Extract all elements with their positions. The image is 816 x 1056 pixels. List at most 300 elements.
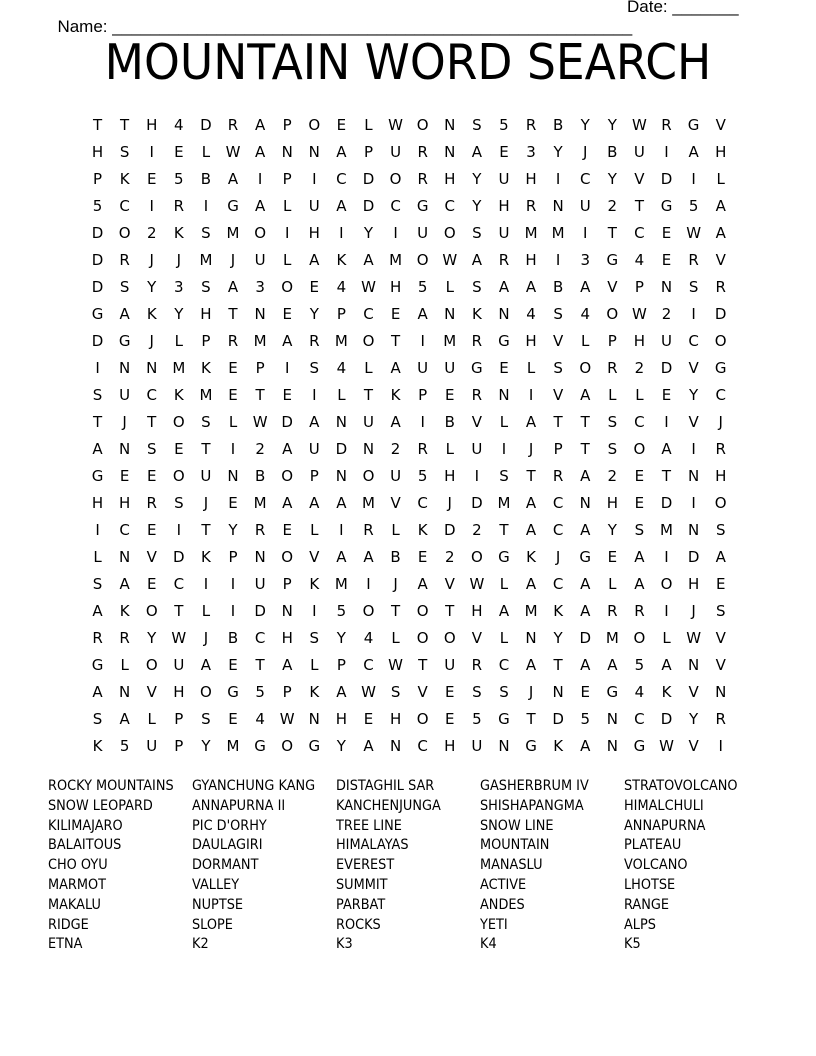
word-list-item: ACTIVE	[480, 876, 527, 893]
grid-letter: A	[363, 737, 374, 755]
grid-letter: T	[363, 386, 374, 404]
grid-letter: 2	[607, 197, 618, 215]
grid-letter: I	[718, 737, 723, 755]
grid-letter: D	[200, 116, 212, 134]
grid-letter: N	[498, 737, 510, 755]
grid-letter: P	[336, 656, 346, 674]
grid-letter: O	[660, 575, 673, 593]
grid-letter: I	[312, 386, 317, 404]
grid-letter: S	[201, 224, 211, 242]
grid-letter: Y	[336, 629, 346, 647]
grid-letter: I	[420, 413, 425, 431]
grid-letter: G	[471, 359, 483, 377]
grid-letter: A	[336, 197, 347, 215]
grid-letter: H	[173, 683, 185, 701]
grid-letter: N	[444, 143, 456, 161]
grid-letter: H	[281, 629, 293, 647]
grid-letter: D	[91, 278, 104, 296]
grid-letter: I	[691, 494, 696, 512]
grid-letter: N	[254, 305, 266, 323]
grid-letter: T	[390, 602, 401, 620]
grid-letter: U	[661, 332, 672, 350]
grid-letter: O	[118, 224, 131, 242]
grid-letter: C	[119, 197, 130, 215]
word-list-item: K2	[192, 936, 209, 953]
grid-letter: D	[714, 305, 727, 323]
grid-letter: 5	[336, 602, 347, 620]
grid-letter: A	[607, 656, 618, 674]
grid-letter: 4	[634, 251, 645, 269]
grid-letter: H	[687, 575, 700, 593]
grid-letter: S	[607, 413, 618, 431]
grid-letter: H	[525, 332, 537, 350]
grid-letter: I	[257, 170, 263, 188]
grid-letter: E	[119, 467, 130, 485]
grid-letter: R	[254, 521, 266, 539]
page-title: MOUNTAIN WORD SEARCH	[104, 34, 712, 91]
grid-letter: D	[579, 629, 592, 647]
grid-letter: 2	[255, 440, 265, 458]
word-list	[48, 777, 788, 957]
grid-letter: G	[687, 116, 700, 134]
word-list-item: ROCKY MOUNTAINS	[48, 778, 174, 794]
grid-letter: A	[336, 143, 347, 161]
grid-letter: L	[499, 575, 509, 593]
grid-letter: H	[146, 116, 158, 134]
grid-letter: O	[200, 683, 212, 701]
grid-letter: G	[91, 656, 104, 674]
grid-letter: 5	[688, 197, 699, 215]
grid-letter: O	[443, 629, 456, 647]
grid-letter: A	[282, 656, 293, 674]
grid-letter: C	[363, 305, 374, 323]
grid-letter: B	[607, 143, 618, 161]
grid-letter: I	[312, 602, 317, 620]
grid-letter: V	[715, 656, 726, 674]
grid-letter: P	[282, 116, 292, 134]
grid-letter: R	[471, 332, 483, 350]
grid-letter: W	[279, 710, 295, 728]
grid-letter: S	[201, 278, 211, 296]
grid-letter: N	[362, 440, 375, 458]
grid-letter: J	[528, 440, 534, 458]
grid-letter: 4	[634, 683, 645, 701]
grid-letter: 5	[634, 656, 645, 674]
grid-letter: Y	[174, 305, 184, 323]
grid-letter: L	[526, 359, 536, 377]
grid-letter: K	[146, 305, 157, 323]
word-list-item: ANNAPURNA II	[192, 797, 286, 814]
grid-letter: J	[149, 332, 154, 350]
word-list-item: ANDES	[480, 896, 525, 913]
grid-letter: H	[389, 278, 402, 296]
grid-letter: A	[363, 251, 374, 269]
grid-letter: A	[200, 656, 212, 674]
grid-letter: J	[691, 602, 696, 620]
grid-letter: G	[91, 467, 104, 485]
word-list-item: TREE LINE	[336, 817, 402, 834]
grid-letter: H	[119, 494, 131, 512]
grid-letter: S	[309, 629, 320, 647]
grid-letter: R	[119, 251, 130, 269]
grid-letter: N	[444, 116, 456, 134]
grid-letter: R	[173, 197, 185, 215]
grid-letter: D	[687, 548, 700, 566]
grid-letter: G	[308, 737, 321, 755]
grid-letter: N	[335, 413, 347, 431]
grid-letter: N	[660, 278, 673, 296]
grid-letter: U	[498, 170, 510, 188]
grid-letter: N	[308, 143, 320, 161]
grid-letter: B	[444, 413, 455, 431]
word-list-item: K5	[624, 936, 641, 953]
grid-letter: W	[361, 278, 376, 296]
grid-letter: 3	[580, 251, 590, 269]
grid-letter: R	[607, 602, 618, 620]
grid-letter: W	[388, 656, 403, 674]
grid-letter: 2	[607, 467, 618, 485]
grid-letter: M	[172, 359, 186, 377]
grid-letter: C	[336, 170, 347, 188]
grid-letter: E	[282, 521, 292, 539]
grid-letter: O	[443, 224, 456, 242]
grid-letter: Y	[336, 737, 346, 755]
grid-letter: P	[553, 440, 563, 458]
grid-letter: A	[634, 548, 645, 566]
grid-letter: 5	[499, 116, 509, 134]
grid-letter: V	[688, 413, 699, 431]
grid-letter: S	[688, 278, 699, 296]
grid-letter: T	[390, 332, 401, 350]
word-list-item: KILIMAJARO	[48, 817, 123, 834]
grid-letter: C	[634, 413, 645, 431]
grid-letter: G	[579, 548, 592, 566]
grid-letter: S	[553, 305, 563, 323]
word-list-item: K4	[480, 936, 497, 953]
word-list-item: NUPTSE	[192, 896, 244, 913]
grid-letter: U	[200, 467, 212, 485]
grid-letter: V	[715, 116, 726, 134]
grid-letter: O	[362, 602, 375, 620]
word-list-item: RANGE	[624, 896, 669, 913]
grid-letter: Y	[201, 737, 211, 755]
grid-letter: M	[605, 629, 619, 647]
grid-letter: M	[226, 737, 240, 755]
grid-letter: U	[308, 197, 320, 215]
grid-letter: I	[339, 521, 344, 539]
grid-letter: W	[171, 629, 187, 647]
grid-letter: C	[254, 629, 266, 647]
grid-letter: G	[227, 683, 239, 701]
grid-letter: E	[228, 386, 238, 404]
grid-letter: E	[282, 305, 292, 323]
grid-letter: C	[552, 494, 564, 512]
grid-letter: M	[226, 224, 240, 242]
grid-letter: I	[501, 440, 507, 458]
word-list-item: PIC D'ORHY	[192, 817, 267, 834]
grid-letter: G	[525, 737, 537, 755]
grid-letter: O	[416, 629, 429, 647]
grid-letter: G	[660, 197, 673, 215]
grid-letter: I	[528, 386, 534, 404]
grid-letter: U	[254, 575, 266, 593]
grid-letter: M	[551, 224, 565, 242]
grid-letter: A	[525, 656, 537, 674]
grid-letter: T	[201, 521, 211, 539]
grid-letter: J	[555, 548, 561, 566]
grid-letter: C	[634, 224, 645, 242]
grid-letter: I	[664, 413, 669, 431]
grid-letter: O	[281, 278, 294, 296]
grid-letter: D	[362, 197, 375, 215]
grid-letter: E	[499, 359, 509, 377]
grid-letter: A	[580, 575, 591, 593]
grid-letter: G	[416, 197, 429, 215]
grid-letter: P	[255, 359, 265, 377]
grid-letter: 4	[363, 629, 374, 647]
grid-letter: E	[661, 224, 672, 242]
grid-letter: I	[555, 170, 561, 188]
grid-letter: U	[146, 737, 158, 755]
grid-letter: L	[283, 197, 292, 215]
grid-letter: L	[581, 332, 590, 350]
grid-letter: R	[634, 602, 645, 620]
grid-letter: P	[336, 305, 346, 323]
grid-letter: T	[174, 602, 184, 620]
grid-letter: C	[417, 494, 428, 512]
word-list-item: MOUNTAIN	[480, 837, 550, 854]
grid-letter: G	[227, 197, 239, 215]
word-list-item: CHO OYU	[48, 857, 108, 874]
grid-letter: S	[472, 683, 482, 701]
grid-letter: V	[688, 683, 699, 701]
grid-letter: G	[118, 332, 131, 350]
grid-letter: Y	[553, 143, 563, 161]
grid-letter: E	[146, 467, 157, 485]
grid-letter: C	[498, 656, 510, 674]
grid-letter: I	[691, 170, 696, 188]
grid-letter: E	[634, 467, 645, 485]
grid-letter: W	[388, 116, 403, 134]
grid-letter: A	[525, 575, 537, 593]
grid-letter: M	[334, 332, 348, 350]
grid-letter: P	[634, 278, 644, 296]
grid-letter: T	[255, 386, 265, 404]
grid-letter: 4	[174, 116, 184, 134]
grid-letter: J	[203, 629, 209, 647]
word-list-item: SUMMIT	[336, 876, 388, 893]
grid-letter: O	[416, 602, 429, 620]
grid-letter: I	[284, 359, 290, 377]
grid-letter: 5	[119, 737, 130, 755]
grid-letter: N	[119, 359, 131, 377]
grid-letter: 2	[472, 521, 482, 539]
grid-letter: O	[470, 548, 483, 566]
word-list-item: VOLCANO	[624, 857, 688, 874]
grid-letter: U	[444, 359, 456, 377]
grid-letter: T	[120, 116, 130, 134]
grid-letter: H	[91, 143, 104, 161]
grid-letter: D	[443, 521, 456, 539]
grid-letter: I	[474, 467, 480, 485]
grid-letter: H	[471, 602, 483, 620]
grid-letter: P	[201, 332, 211, 350]
word-list-item: ANNAPURNA	[624, 817, 706, 834]
grid-letter: L	[445, 278, 454, 296]
grid-letter: D	[254, 602, 266, 620]
grid-letter: V	[607, 278, 618, 296]
grid-letter: U	[308, 440, 320, 458]
grid-letter: A	[282, 332, 293, 350]
grid-letter: P	[282, 683, 292, 701]
grid-letter: E	[445, 710, 455, 728]
grid-letter: R	[92, 629, 103, 647]
grid-letter: D	[471, 494, 483, 512]
grid-letter: T	[228, 305, 238, 323]
grid-letter: V	[146, 683, 157, 701]
grid-letter: W	[225, 143, 241, 161]
grid-letter: G	[606, 683, 619, 701]
word-list-item: SHISHAPANGMA	[480, 797, 584, 814]
grid-letter: I	[95, 521, 100, 539]
grid-letter: R	[227, 332, 239, 350]
grid-letter: Y	[472, 170, 482, 188]
grid-letter: E	[417, 548, 428, 566]
grid-letter: C	[146, 386, 157, 404]
grid-letter: C	[715, 386, 726, 404]
grid-letter: W	[659, 737, 674, 755]
grid-letter: I	[583, 224, 588, 242]
grid-letter: R	[661, 116, 672, 134]
grid-letter: H	[91, 494, 104, 512]
word-list-item: HIMALCHULI	[624, 797, 704, 814]
grid-letter: E	[228, 359, 238, 377]
grid-letter: A	[580, 656, 591, 674]
grid-letter: A	[715, 224, 726, 242]
grid-letter: L	[364, 116, 373, 134]
grid-letter: T	[607, 224, 617, 242]
grid-letter: T	[580, 413, 590, 431]
grid-letter: A	[309, 494, 320, 512]
grid-letter: A	[254, 197, 266, 215]
grid-letter: A	[390, 413, 401, 431]
grid-letter: A	[92, 683, 103, 701]
grid-letter: K	[92, 737, 103, 755]
grid-letter: R	[227, 116, 239, 134]
grid-letter: 4	[580, 305, 590, 323]
grid-letter: U	[417, 359, 429, 377]
grid-letter: W	[252, 413, 268, 431]
grid-letter: U	[471, 737, 483, 755]
grid-letter: T	[553, 413, 563, 431]
grid-letter: A	[580, 521, 591, 539]
word-list-item: MANASLU	[480, 857, 543, 874]
grid-letter: V	[715, 251, 726, 269]
grid-letter: W	[632, 116, 647, 134]
grid-letter: I	[691, 305, 696, 323]
grid-letter: R	[715, 710, 726, 728]
grid-letter: I	[664, 548, 669, 566]
grid-letter: M	[524, 602, 538, 620]
grid-letter: R	[688, 251, 699, 269]
grid-letter: L	[93, 548, 102, 566]
grid-letter: I	[664, 602, 669, 620]
grid-letter: L	[201, 602, 211, 620]
grid-letter: 3	[255, 278, 265, 296]
grid-letter: A	[227, 170, 239, 188]
grid-letter: A	[525, 494, 537, 512]
grid-letter: I	[230, 440, 236, 458]
grid-letter: Y	[147, 629, 157, 647]
grid-letter: I	[691, 440, 696, 458]
grid-letter: D	[91, 224, 104, 242]
word-list-item: SLOPE	[192, 916, 233, 933]
grid-letter: V	[417, 683, 428, 701]
date-field-label: Date: _______	[627, 0, 739, 16]
grid-letter: N	[687, 656, 700, 674]
grid-letter: O	[606, 305, 619, 323]
grid-letter: R	[525, 197, 537, 215]
grid-letter: 3	[526, 143, 536, 161]
grid-letter: D	[281, 413, 293, 431]
grid-letter: C	[390, 197, 401, 215]
grid-letter: N	[498, 305, 510, 323]
grid-letter: N	[579, 494, 591, 512]
grid-letter: A	[336, 548, 347, 566]
grid-letter: T	[418, 656, 428, 674]
grid-letter: N	[335, 467, 347, 485]
grid-letter: L	[228, 413, 238, 431]
grid-letter: M	[443, 332, 457, 350]
grid-letter: L	[391, 521, 400, 539]
grid-letter: N	[281, 143, 293, 161]
grid-letter: E	[228, 494, 238, 512]
grid-letter: O	[308, 116, 321, 134]
grid-letter: E	[607, 548, 618, 566]
grid-letter: R	[607, 359, 618, 377]
grid-letter: 2	[146, 224, 157, 242]
grid-letter: Y	[580, 116, 590, 134]
grid-letter: D	[362, 170, 375, 188]
grid-letter: R	[471, 656, 483, 674]
grid-letter: A	[498, 602, 510, 620]
grid-letter: S	[715, 602, 726, 620]
word-list-item: EVEREST	[336, 857, 395, 874]
grid-letter: Y	[147, 278, 157, 296]
grid-letter: H	[715, 143, 727, 161]
grid-letter: S	[607, 440, 618, 458]
grid-letter: L	[310, 656, 319, 674]
grid-letter: R	[525, 116, 537, 134]
grid-letter: J	[176, 251, 182, 269]
grid-letter: A	[634, 575, 645, 593]
grid-letter: O	[362, 467, 375, 485]
grid-letter: V	[688, 737, 699, 755]
grid-letter: U	[254, 251, 266, 269]
grid-letter: C	[552, 521, 564, 539]
grid-letter: Y	[689, 386, 699, 404]
grid-letter: E	[174, 440, 184, 458]
grid-letter: J	[393, 575, 398, 593]
grid-letter: H	[200, 305, 212, 323]
grid-letter: S	[390, 683, 401, 701]
grid-letter: N	[254, 548, 266, 566]
grid-letter: K	[336, 251, 347, 269]
word-list-item: PLATEAU	[624, 837, 682, 854]
grid-letter: 5	[174, 170, 184, 188]
grid-letter: H	[444, 467, 456, 485]
grid-letter: A	[309, 413, 320, 431]
